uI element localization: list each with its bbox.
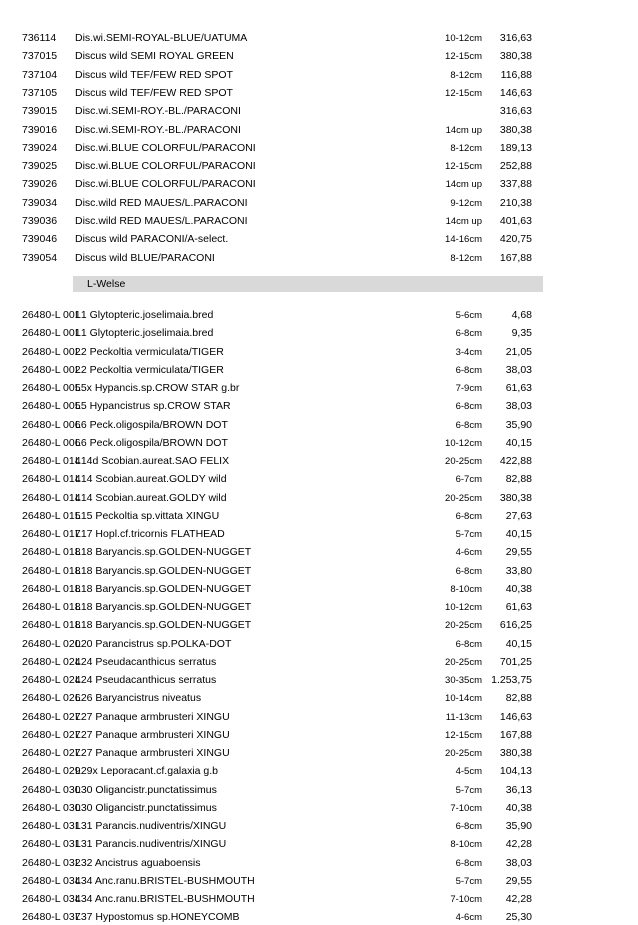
item-code: 26480-L 027 — [22, 747, 81, 759]
item-name: Dis.wi.SEMI-ROYAL-BLUE/UATUMA — [75, 32, 248, 44]
item-code: 26480-L 006 — [22, 436, 81, 449]
item-name: L24 Pseudacanthicus serratus — [75, 655, 217, 668]
item-name: L18 Baryancis.sp.GOLDEN-NUGGET — [75, 619, 252, 632]
table-row — [0, 728, 638, 743]
item-name: L30 Oligancistr.punctatissimus — [75, 783, 217, 796]
item-price: 104,13 — [499, 765, 532, 778]
table-row — [0, 68, 638, 83]
item-size: 6-8cm — [455, 401, 482, 413]
item-size: 20-25cm — [445, 492, 482, 504]
table-row — [0, 856, 638, 871]
item-size: 11-13cm — [445, 711, 482, 723]
table-row — [0, 86, 638, 101]
item-size: 8-10cm — [450, 839, 482, 851]
item-size: 8-12cm — [450, 252, 482, 264]
item-code: 26480-L 014 — [22, 491, 81, 504]
table-row — [0, 837, 638, 852]
item-name: L37 Hypostomus sp.HONEYCOMB — [75, 911, 240, 924]
item-code: 739046 — [22, 233, 58, 246]
item-name: Disc.wi.BLUE COLORFUL/PARACONI — [75, 141, 256, 154]
item-price: 210,38 — [499, 196, 532, 209]
item-size: 6-7cm — [455, 474, 482, 486]
item-price: 38,03 — [505, 856, 532, 869]
item-price: 316,63 — [499, 105, 532, 118]
item-name: L18 Baryancis.sp.GOLDEN-NUGGET — [75, 546, 252, 559]
table-row — [0, 104, 638, 119]
item-name: L2 Peckoltia vermiculata/TIGER — [75, 345, 224, 358]
item-code: 26480-L 002 — [22, 345, 81, 358]
item-name: Disc.wild RED MAUES/L.PARACONI — [75, 215, 248, 227]
item-price: 21,05 — [505, 345, 532, 358]
item-size: 6-8cm — [455, 821, 482, 832]
table-row — [0, 308, 638, 323]
item-price: 380,38 — [499, 491, 532, 504]
item-price: 252,88 — [499, 160, 532, 173]
table-row — [0, 214, 638, 229]
item-price: 27,63 — [505, 509, 532, 522]
item-price: 146,63 — [499, 86, 532, 99]
item-code: 26480-L 024 — [22, 674, 81, 686]
item-name: L15 Peckoltia sp.vittata XINGU — [75, 509, 220, 522]
item-price: 420,75 — [499, 233, 532, 246]
item-size: 10-12cm — [445, 602, 482, 613]
item-size: 14cm up — [445, 124, 482, 136]
item-price: 33,80 — [505, 564, 532, 577]
item-size: 6-8cm — [455, 364, 482, 376]
item-price: 36,13 — [505, 783, 532, 796]
item-code: 739016 — [22, 123, 58, 136]
table-row — [0, 123, 638, 138]
item-price: 146,63 — [499, 710, 532, 723]
table-row — [0, 491, 638, 506]
item-size: 6-8cm — [455, 328, 482, 340]
item-size: 10-12cm — [445, 33, 482, 44]
item-price: 61,63 — [505, 601, 532, 613]
item-code: 26480-L 029 — [22, 765, 81, 778]
item-size: 4-6cm — [455, 912, 482, 924]
item-code: 737015 — [22, 50, 58, 63]
item-name: Disc.wi.SEMI-ROY.-BL./PARACONI — [75, 123, 241, 136]
item-price: 29,55 — [505, 874, 532, 887]
item-code: 26480-L 018 — [22, 619, 81, 632]
item-size: 8-12cm — [450, 69, 482, 81]
item-size: 20-25cm — [445, 620, 482, 632]
item-price: 61,63 — [505, 382, 532, 394]
item-name: Disc.wild RED MAUES/L.PARACONI — [75, 196, 248, 209]
item-size: 14-16cm — [445, 234, 482, 246]
item-price: 167,88 — [499, 728, 532, 741]
table-row — [0, 381, 638, 396]
table-row — [0, 874, 638, 889]
table-row — [0, 159, 638, 174]
item-size: 8-12cm — [450, 142, 482, 154]
table-row — [0, 31, 638, 46]
item-code: 26480-L 014 — [22, 473, 81, 486]
table-row — [0, 892, 638, 907]
item-size: 5-6cm — [455, 310, 482, 321]
item-code: 26480-L 030 — [22, 801, 81, 814]
item-code: 26480-L 034 — [22, 874, 81, 887]
table-row — [0, 141, 638, 156]
item-size: 4-6cm — [455, 547, 482, 559]
table-row — [0, 582, 638, 597]
table-row — [0, 545, 638, 560]
item-size: 10-12cm — [445, 437, 482, 449]
item-code: 26480-L 031 — [22, 820, 81, 832]
item-price: 29,55 — [505, 546, 532, 559]
item-size: 20-25cm — [445, 456, 482, 467]
item-name: Discus wild SEMI ROYAL GREEN — [75, 50, 234, 63]
table-row — [0, 564, 638, 579]
item-name: L1 Glytopteric.joselimaia.bred — [75, 309, 214, 321]
item-price: 422,88 — [499, 455, 532, 467]
item-code: 739034 — [22, 196, 58, 209]
item-code: 739026 — [22, 178, 58, 191]
table-row — [0, 764, 638, 779]
item-name: L20 Parancistrus sp.POLKA-DOT — [75, 637, 232, 650]
table-row — [0, 345, 638, 360]
table-row — [0, 472, 638, 487]
item-name: L34 Anc.ranu.BRISTEL-BUSHMOUTH — [75, 874, 255, 887]
item-name: L34 Anc.ranu.BRISTEL-BUSHMOUTH — [75, 893, 255, 905]
table-row — [0, 637, 638, 652]
item-price: 337,88 — [499, 178, 532, 191]
item-size: 5-7cm — [455, 529, 482, 540]
item-name: L5 Hypancistrus sp.CROW STAR — [75, 400, 231, 413]
item-price: 38,03 — [505, 400, 532, 413]
item-size: 20-25cm — [445, 656, 482, 668]
item-code: 26480-L 006 — [22, 418, 81, 431]
item-code: 26480-L 020 — [22, 637, 81, 650]
item-code: 26480-L 032 — [22, 856, 81, 869]
item-name: Discus wild TEF/FEW RED SPOT — [75, 86, 233, 99]
item-price: 380,38 — [499, 747, 532, 759]
item-size: 7-9cm — [455, 383, 482, 394]
table-row — [0, 691, 638, 706]
item-name: L6 Peck.oligospila/BROWN DOT — [75, 418, 228, 431]
table-row — [0, 618, 638, 633]
item-code: 26480-L 031 — [22, 838, 81, 851]
item-name: L27 Panaque armbrusteri XINGU — [75, 747, 230, 759]
item-price: 38,03 — [505, 363, 532, 376]
item-size: 30-35cm — [445, 675, 482, 686]
item-price: 380,38 — [499, 123, 532, 136]
item-code: 26480-L 015 — [22, 509, 81, 522]
table-row — [0, 527, 638, 542]
item-size: 4-5cm — [455, 766, 482, 778]
table-row — [0, 326, 638, 341]
item-name: Disc.wi.SEMI-ROY.-BL./PARACONI — [75, 105, 241, 118]
item-price: 316,63 — [499, 32, 532, 44]
table-row — [0, 509, 638, 524]
item-size: 6-8cm — [455, 565, 482, 577]
item-code: 26480-L 005 — [22, 382, 81, 394]
item-price: 25,30 — [505, 911, 532, 924]
item-size: 3-4cm — [455, 346, 482, 358]
item-name: L31 Parancis.nudiventris/XINGU — [75, 820, 227, 832]
item-price: 35,90 — [505, 820, 532, 832]
section-header-label: L-Welse — [87, 278, 126, 290]
item-size: 5-7cm — [455, 875, 482, 887]
item-name: L6 Peck.oligospila/BROWN DOT — [75, 436, 228, 449]
item-name: L14d Scobian.aureat.SAO FELIX — [75, 455, 230, 467]
item-price: 401,63 — [499, 215, 532, 227]
item-code: 26480-L 024 — [22, 655, 81, 668]
section-header-bar — [73, 276, 543, 292]
item-price: 82,88 — [505, 692, 532, 705]
item-size: 8-10cm — [450, 583, 482, 595]
item-size: 9-12cm — [450, 197, 482, 209]
item-name: L5x Hypancis.sp.CROW STAR g.br — [75, 382, 240, 394]
item-name: L1 Glytopteric.joselimaia.bred — [75, 327, 214, 340]
item-price: 35,90 — [505, 418, 532, 431]
item-price: 189,13 — [499, 141, 532, 154]
item-code: 26480-L 034 — [22, 893, 81, 905]
item-name: L18 Baryancis.sp.GOLDEN-NUGGET — [75, 601, 252, 613]
item-code: 26480-L 001 — [22, 327, 81, 340]
item-price: 40,15 — [505, 528, 532, 540]
item-price: 4,68 — [511, 309, 532, 321]
table-row — [0, 49, 638, 64]
item-size: 6-8cm — [455, 857, 482, 869]
table-row — [0, 454, 638, 469]
item-code: 26480-L 018 — [22, 546, 81, 559]
item-price: 40,15 — [505, 637, 532, 650]
item-code: 26480-L 037 — [22, 911, 81, 924]
item-name: L14 Scobian.aureat.GOLDY wild — [75, 473, 227, 486]
item-size: 6-8cm — [455, 510, 482, 522]
item-code: 739054 — [22, 251, 58, 264]
item-price: 42,28 — [505, 838, 532, 851]
item-name: Discus wild TEF/FEW RED SPOT — [75, 68, 233, 81]
item-size: 5-7cm — [455, 784, 482, 796]
item-name: L27 Panaque armbrusteri XINGU — [75, 710, 230, 723]
item-code: 26480-L 002 — [22, 363, 81, 376]
item-code: 737104 — [22, 68, 58, 81]
item-code: 739036 — [22, 215, 58, 227]
item-code: 26480-L 026 — [22, 692, 81, 705]
item-code: 737105 — [22, 86, 58, 99]
table-row — [0, 710, 638, 725]
item-name: Disc.wi.BLUE COLORFUL/PARACONI — [75, 160, 256, 173]
item-size: 6-8cm — [455, 638, 482, 650]
item-size: 10-14cm — [445, 693, 482, 705]
item-code: 26480-L 030 — [22, 783, 81, 796]
item-code: 739015 — [22, 105, 58, 118]
item-code: 26480-L 005 — [22, 400, 81, 413]
item-price: 40,15 — [505, 436, 532, 449]
item-name: Discus wild BLUE/PARACONI — [75, 251, 215, 264]
item-size: 6-8cm — [455, 419, 482, 431]
item-name: L24 Pseudacanthicus serratus — [75, 674, 217, 686]
item-code: 26480-L 018 — [22, 601, 81, 613]
item-name: L17 Hopl.cf.tricornis FLATHEAD — [75, 528, 225, 540]
item-size: 14cm up — [445, 216, 482, 227]
table-row — [0, 801, 638, 816]
item-name: L31 Parancis.nudiventris/XINGU — [75, 838, 227, 851]
item-price: 1.253,75 — [491, 674, 532, 686]
item-name: L29x Leporacant.cf.galaxia g.b — [75, 765, 219, 778]
item-size: 20-25cm — [445, 748, 482, 759]
item-price: 116,88 — [500, 68, 532, 81]
table-row — [0, 819, 638, 834]
table-row — [0, 436, 638, 451]
table-row — [0, 232, 638, 247]
item-price: 380,38 — [499, 50, 532, 63]
table-row — [0, 783, 638, 798]
item-size: 7-10cm — [450, 894, 482, 905]
table-row — [0, 363, 638, 378]
item-size: 12-15cm — [445, 729, 482, 741]
item-name: L27 Panaque armbrusteri XINGU — [75, 728, 230, 741]
item-size: 7-10cm — [450, 802, 482, 814]
item-name: Discus wild PARACONI/A-select. — [75, 233, 229, 246]
item-price: 40,38 — [505, 801, 532, 814]
item-name: L32 Ancistrus aguaboensis — [75, 856, 201, 869]
item-code: 26480-L 018 — [22, 582, 81, 595]
table-row — [0, 746, 638, 761]
item-name: L14 Scobian.aureat.GOLDY wild — [75, 491, 227, 504]
item-price: 9,35 — [511, 327, 532, 340]
item-name: Disc.wi.BLUE COLORFUL/PARACONI — [75, 178, 256, 191]
item-price: 167,88 — [499, 251, 532, 264]
item-size: 12-15cm — [445, 51, 482, 63]
item-code: 739024 — [22, 141, 58, 154]
item-price: 42,28 — [505, 893, 532, 905]
item-size: 12-15cm — [445, 161, 482, 173]
table-row — [0, 196, 638, 211]
item-code: 26480-L 027 — [22, 728, 81, 741]
item-code: 26480-L 018 — [22, 564, 81, 577]
table-row — [0, 251, 638, 266]
item-code: 26480-L 027 — [22, 710, 81, 723]
item-code: 26480-L 017 — [22, 528, 81, 540]
item-name: L18 Baryancis.sp.GOLDEN-NUGGET — [75, 564, 252, 577]
table-row — [0, 655, 638, 670]
table-row — [0, 910, 638, 925]
item-price: 82,88 — [505, 473, 532, 486]
item-name: L26 Baryancistrus niveatus — [75, 692, 202, 705]
table-row — [0, 673, 638, 688]
table-row — [0, 177, 638, 192]
table-row — [0, 600, 638, 615]
item-price: 616,25 — [499, 619, 532, 632]
item-code: 26480-L 014 — [22, 455, 81, 467]
item-code: 736114 — [22, 32, 57, 44]
item-name: L18 Baryancis.sp.GOLDEN-NUGGET — [75, 582, 252, 595]
table-row — [0, 399, 638, 414]
table-row — [0, 418, 638, 433]
item-name: L30 Oligancistr.punctatissimus — [75, 801, 217, 814]
item-code: 739025 — [22, 160, 58, 173]
item-size: 14cm up — [445, 179, 482, 191]
item-price: 701,25 — [499, 655, 532, 668]
item-price: 40,38 — [505, 582, 532, 595]
item-size: 12-15cm — [445, 87, 482, 99]
item-code: 26480-L 001 — [22, 309, 81, 321]
item-name: L2 Peckoltia vermiculata/TIGER — [75, 363, 224, 376]
